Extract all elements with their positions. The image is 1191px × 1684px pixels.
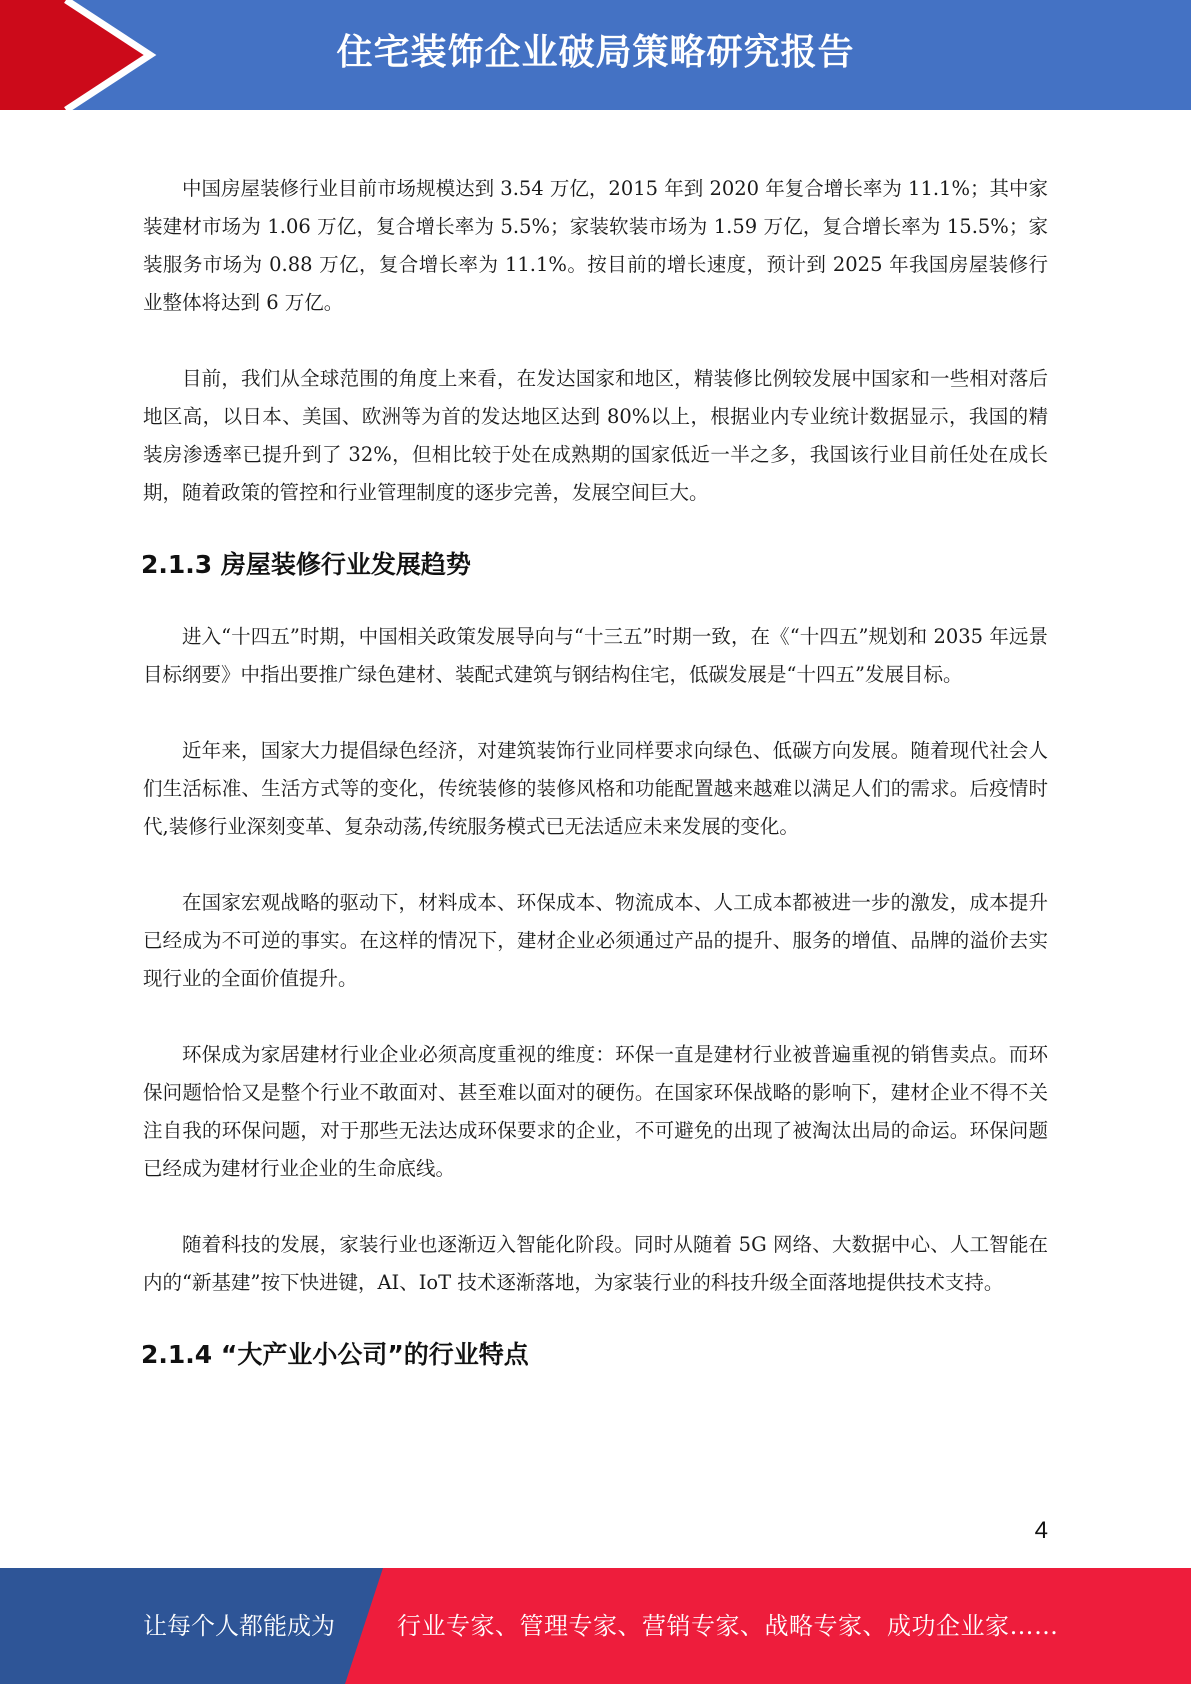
- paragraph-environment: 环保成为家居建材行业企业必须高度重视的维度：环保一直是建材行业被普遍重视的销售卖点。而环保问题恰恰又是整个行业不敢面对、甚至难以面对的硬伤。在国家环保战略的影响下，建材企业不得不关注自我的环保问题，对于那些无法达成环保要求的企业，不可避免的出现了被淘汰出局的命运。环保问题已经成为建材行业企业的生命底线。: [143, 1043, 1048, 1180]
- page-header: [0, 0, 1191, 110]
- footer-slogan-right: 行业专家、管理专家、营销专家、战略专家、成功企业家……: [397, 1612, 1059, 1640]
- section-heading-2-1-4: 2.1.4 “大产业小公司”的行业特点: [141, 1340, 529, 1369]
- paragraph-technology: 随着科技的发展，家装行业也逐渐迈入智能化阶段。同时从随着 5G 网络、大数据中心、人工智能在内的“新基建”按下快进键，AI、IoT 技术逐渐落地，为家装行业的科技升级全面落地提供技术支持。: [143, 1233, 1048, 1294]
- section-heading-2-1-3: 2.1.3 房屋装修行业发展趋势: [141, 550, 471, 579]
- page-footer: [0, 1568, 1191, 1684]
- document-body: [143, 170, 1048, 1408]
- paragraph-policy: 进入“十四五”时期，中国相关政策发展导向与“十三五”时期一致，在《“十四五”规划和 2035 年远景目标纲要》中指出要推广绿色建材、装配式建筑与钢结构住宅，低碳发展是“十四五”发展目标。: [143, 625, 1048, 686]
- page-number: 4: [1034, 1517, 1048, 1544]
- paragraph-cost: 在国家宏观战略的驱动下，材料成本、环保成本、物流成本、人工成本都被进一步的激发，成本提升已经成为不可逆的事实。在这样的情况下，建材企业必须通过产品的提升、服务的增值、品牌的溢价去实现行业的全面价值提升。: [143, 891, 1048, 990]
- paragraph-green-economy: 近年来，国家大力提倡绿色经济，对建筑装饰行业同样要求向绿色、低碳方向发展。随着现代社会人们生活标准、生活方式等的变化，传统装修的装修风格和功能配置越来越难以满足人们的需求。后疫情时代,装修行业深刻变革、复杂动荡,传统服务模式已无法适应未来发展的变化。: [143, 739, 1048, 838]
- paragraph-market-size: 中国房屋装修行业目前市场规模达到 3.54 万亿，2015 年到 2020 年复合增长率为 11.1%；其中家装建材市场为 1.06 万亿，复合增长率为 5.5%；家装软装市场为 1.59 万亿，复合增长率为 15.5%；家装服务市场为 0.88 万亿，复合增长率为 11.1%。按目前的增长速度，预计到 2025 年我国房屋装修行业整体将达到 6 万亿。: [143, 177, 1048, 314]
- paragraph-global-penetration: 目前，我们从全球范围的角度上来看，在发达国家和地区，精装修比例较发展中国家和一些相对落后地区高，以日本、美国、欧洲等为首的发达地区达到 80%以上，根据业内专业统计数据显示，我国的精装房渗透率已提升到了 32%，但相比较于处在成熟期的国家低近一半之多，我国该行业目前任处在成长期，随着政策的管控和行业管理制度的逐步完善，发展空间巨大。: [143, 367, 1048, 504]
- document-title: 住宅装饰企业破局策略研究报告: [336, 32, 855, 73]
- footer-slogan-left: 让每个人都能成为: [143, 1612, 335, 1640]
